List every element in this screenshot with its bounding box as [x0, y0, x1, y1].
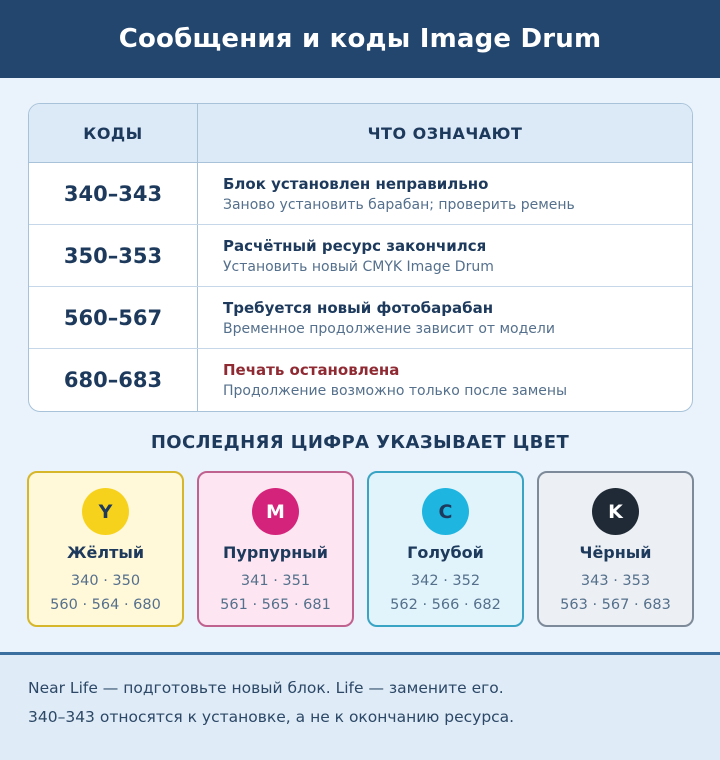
meaning-description: Заново установить барабан; проверить ремень [223, 196, 575, 213]
color-cards [27, 471, 693, 627]
meaning-description: Установить новый CMYK Image Drum [223, 258, 494, 275]
meaning-cell [198, 163, 692, 224]
table-row [29, 225, 692, 287]
cyan-circle-badge: C [422, 488, 469, 535]
meaning-description: Продолжение возможно только после замены [223, 383, 568, 399]
code-range: 680–683 [29, 349, 198, 411]
color-card-cyan [367, 471, 524, 627]
yellow-circle-badge: Y [82, 488, 129, 535]
black-circle-badge: K [592, 488, 639, 535]
column-header-codes: КОДЫ [29, 104, 198, 162]
footer-note [0, 652, 720, 760]
table-row [29, 349, 692, 411]
table-row [29, 163, 692, 225]
meaning-title-warning: Печать остановлена [223, 361, 400, 379]
color-codes-secondary: 561 · 565 · 681 [220, 597, 331, 613]
meaning-cell [198, 349, 692, 411]
color-codes-primary: 340 · 350 [70, 573, 141, 589]
meaning-title: Требуется новый фотобарабан [223, 298, 494, 317]
page-title: Сообщения и коды Image Drum [118, 24, 602, 54]
color-card-black [537, 471, 694, 627]
color-codes-secondary: 562 · 566 · 682 [390, 597, 501, 613]
color-codes-secondary: 563 · 567 · 683 [560, 597, 671, 613]
footer-line-2: 340–343 относятся к установке, а не к окончанию ресурса. [28, 708, 515, 726]
footer-line-1: Near Life — подготовьте новый блок. Life — замените его. [28, 679, 504, 697]
magenta-circle-badge: M [252, 488, 299, 535]
meaning-cell [198, 287, 692, 348]
color-section-title: ПОСЛЕДНЯЯ ЦИФРА УКАЗЫВАЕТ ЦВЕТ [150, 432, 570, 453]
color-card-yellow [27, 471, 184, 627]
color-codes-primary: 341 · 351 [240, 573, 311, 589]
color-name: Чёрный [579, 543, 652, 562]
color-codes-primary: 343 · 353 [580, 573, 651, 589]
color-name: Пурпурный [223, 543, 328, 562]
meaning-description: Временное продолжение зависит от модели [223, 320, 555, 337]
codes-table [28, 103, 693, 412]
meaning-title: Блок установлен неправильно [223, 174, 489, 193]
color-name: Голубой [407, 543, 484, 562]
color-card-magenta [197, 471, 354, 627]
color-codes-primary: 342 · 352 [410, 573, 481, 589]
code-range: 560–567 [29, 287, 198, 348]
column-header-meaning: ЧТО ОЗНАЧАЮТ [367, 123, 523, 143]
code-range: 350–353 [29, 225, 198, 286]
table-row [29, 287, 692, 349]
meaning-title: Расчётный ресурс закончился [223, 236, 487, 255]
code-range: 340–343 [29, 163, 198, 224]
table-header [29, 104, 692, 163]
meaning-cell [198, 225, 692, 286]
color-name: Жёлтый [66, 543, 145, 562]
header-bar [0, 0, 720, 78]
color-codes-secondary: 560 · 564 · 680 [50, 597, 161, 613]
